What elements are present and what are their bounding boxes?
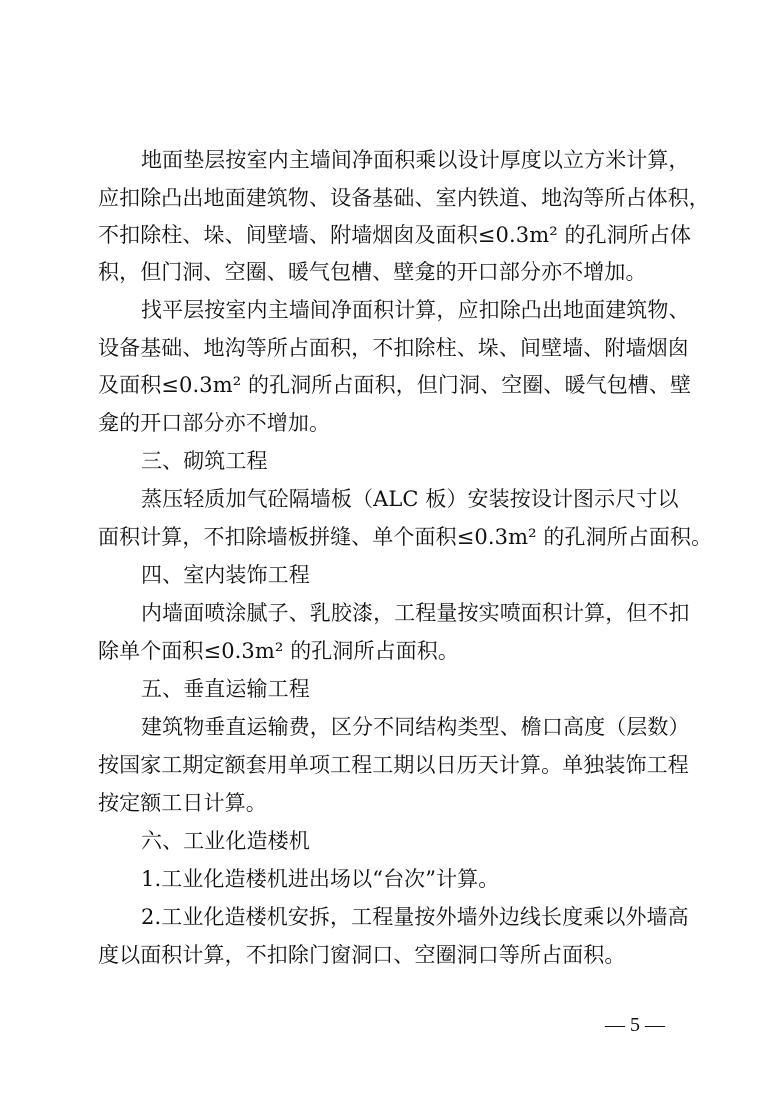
section-heading: 三、砌筑工程 bbox=[141, 449, 268, 473]
paragraph-line: 按国家工期定额套用单项工程工期以日历天计算。单独装饰工程 bbox=[98, 753, 689, 777]
page-number: — 5 — bbox=[605, 1014, 665, 1036]
paragraph-line: 按定额工日计算。 bbox=[98, 791, 267, 815]
list-item: 1.工业化造楼机进出场以“台次”计算。 bbox=[141, 867, 500, 891]
paragraph-line: 找平层按室内主墙间净面积计算，应扣除凸出地面建筑物、 bbox=[141, 298, 690, 322]
list-item: 2.工业化造楼机安拆，工程量按外墙外边线长度乘以外墙高 bbox=[141, 905, 689, 929]
paragraph-line: 蒸压轻质加气砼隔墙板（ALC 板）安装按设计图示尺寸以 bbox=[141, 487, 679, 511]
section-heading: 四、室内装饰工程 bbox=[141, 563, 310, 587]
paragraph-line: 度以面积计算，不扣除门窗洞口、空圈洞口等所占面积。 bbox=[98, 943, 626, 967]
paragraph-line: 龛的开口部分亦不增加。 bbox=[98, 411, 331, 435]
paragraph-line: 地面垫层按室内主墙间净面积乘以设计厚度以立方米计算， bbox=[141, 148, 690, 172]
paragraph-line: 设备基础、地沟等所占面积，不扣除柱、垛、间壁墙、附墙烟囱 bbox=[98, 336, 689, 360]
section-heading: 六、工业化造楼机 bbox=[141, 829, 310, 853]
paragraph-line: 建筑物垂直运输费，区分不同结构类型、檐口高度（层数） bbox=[141, 715, 690, 739]
paragraph-line: 面积计算，不扣除墙板拼缝、单个面积≤0.3m² 的孔洞所占面积。 bbox=[98, 525, 713, 549]
paragraph-line: 内墙面喷涂腻子、乳胶漆，工程量按实喷面积计算，但不扣 bbox=[141, 601, 690, 625]
paragraph-line: 除单个面积≤0.3m² 的孔洞所占面积。 bbox=[98, 639, 459, 663]
paragraph-line: 不扣除柱、垛、间壁墙、附墙烟囱及面积≤0.3m² 的孔洞所占体 bbox=[98, 223, 692, 247]
paragraph-line: 积，但门洞、空圈、暖气包槽、壁龛的开口部分亦不增加。 bbox=[98, 260, 647, 284]
paragraph-line: 应扣除凸出地面建筑物、设备基础、室内铁道、地沟等所占体积， bbox=[98, 186, 710, 210]
section-heading: 五、垂直运输工程 bbox=[141, 677, 310, 701]
paragraph-line: 及面积≤0.3m² 的孔洞所占面积，但门洞、空圈、暖气包槽、壁 bbox=[98, 373, 692, 397]
